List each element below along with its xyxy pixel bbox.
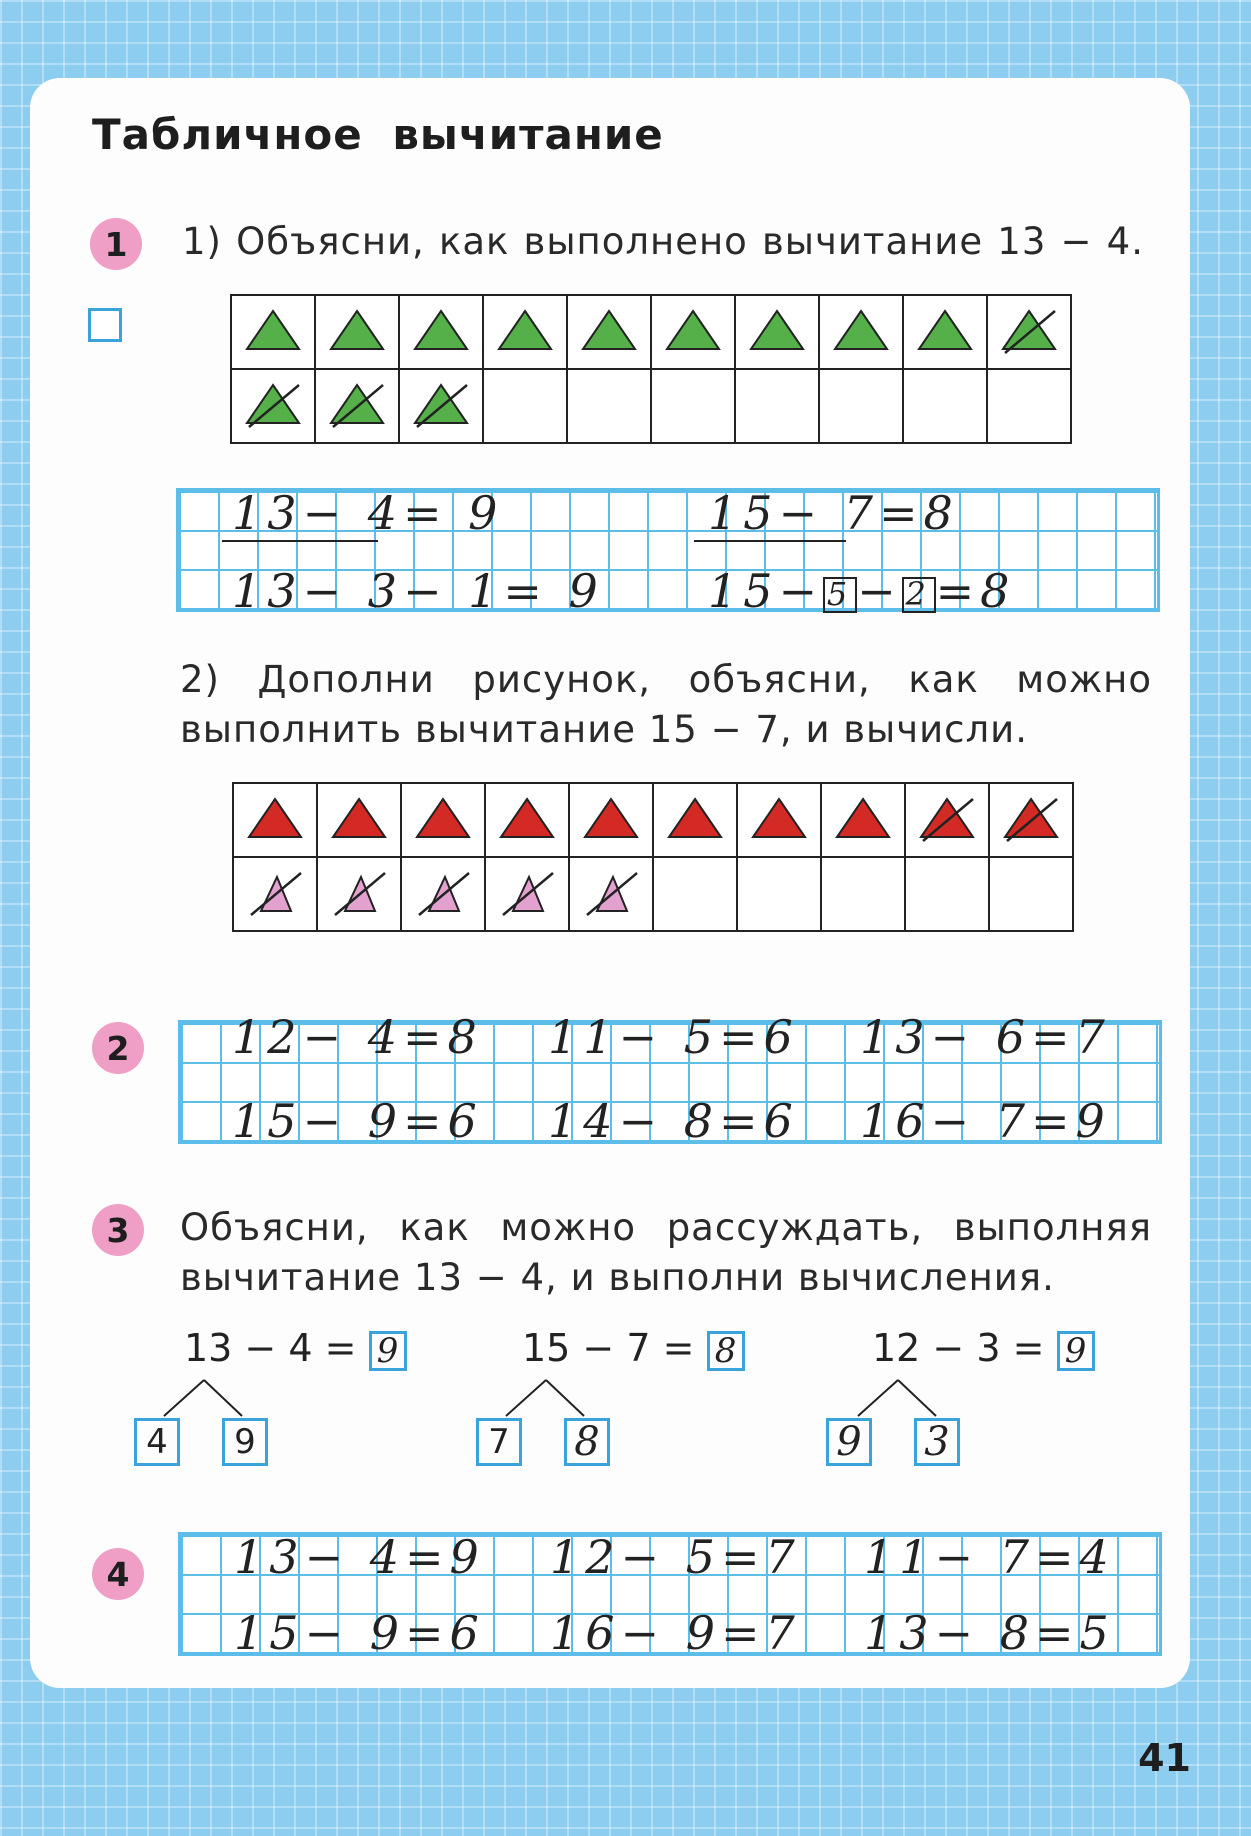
task-2-row-2-eq-3: 16− 7=9 [860,1094,1111,1148]
triangle-icon [327,793,391,843]
triangle-icon [829,305,893,355]
grid-cell [231,295,315,369]
triangle-icon [577,305,641,355]
task-4-badge: 4 [92,1548,144,1600]
crossed-triangle-icon [999,793,1063,843]
task-2-row-1-eq-1: 12− 4=8 [232,1010,483,1064]
task-1-badge: 1 [90,218,142,270]
grid-cell [653,857,737,931]
underline [222,540,378,542]
task-3-expression-3 [872,1326,1095,1371]
equation-2a: 15− 7=8 [708,486,959,540]
task-3-expression-2-text: 15 − 7 = [522,1326,695,1370]
task-3-expression-1-text: 13 − 4 = [184,1326,357,1370]
triangle-icon [831,793,895,843]
grid-cell [737,783,821,857]
grid-cell [903,295,987,369]
grid-cell [569,857,653,931]
task-3-part-3-right[interactable]: 3 [914,1418,960,1466]
task-3-split-lines-3 [852,1378,942,1418]
task-3-part-1-right: 9 [222,1418,268,1466]
equation-2b-box-1: 5 [823,577,857,613]
page-title: Табличное вычитание [92,110,664,159]
task-4-row-1-eq-2: 12− 5=7 [550,1530,801,1584]
equation-2b-suffix: =8 [935,564,1016,618]
task-3-answer-1[interactable]: 9 [369,1331,407,1371]
crossed-triangle-icon [579,867,643,917]
triangle-icon [325,305,389,355]
underline [694,540,846,542]
task-1-part-2-line-2: выполнить вычитание 15 − 7, и вычисли. [180,708,1028,751]
task-2-row-2-eq-2: 14− 8=6 [548,1094,799,1148]
grid-cell [317,783,401,857]
grid-cell [233,783,317,857]
crossed-triangle-icon [997,305,1061,355]
triangle-icon [241,305,305,355]
crossed-triangle-icon [327,867,391,917]
triangle-icon [913,305,977,355]
grid-cell [987,369,1071,443]
task-1-part-1-text: 1) Объясни, как выполнено вычитание 13 − 4. [182,220,1144,263]
task-checkbox[interactable] [88,308,122,342]
task-4-row-2-eq-3: 13− 8=5 [864,1606,1115,1660]
grid-cell [735,295,819,369]
grid-cell [567,369,651,443]
task-3-part-3-left[interactable]: 9 [826,1418,872,1466]
triangle-icon [493,305,557,355]
grid-cell [315,369,399,443]
task-3-badge: 3 [92,1204,144,1256]
task-2-row-1-eq-2: 11− 5=6 [548,1010,799,1064]
crossed-triangle-icon [243,867,307,917]
grid-cell [653,783,737,857]
grid-cell [651,369,735,443]
grid-cell [903,369,987,443]
task-3-answer-2[interactable]: 8 [707,1331,745,1371]
grid-cell [315,295,399,369]
grid-cell [819,369,903,443]
grid-cell [821,783,905,857]
equation-2b-prefix: 15− [708,564,824,618]
grid-cell [737,857,821,931]
crossed-triangle-icon [409,379,473,429]
crossed-triangle-icon [411,867,475,917]
crossed-triangle-icon [915,793,979,843]
grid-cell [819,295,903,369]
grid-cell [483,369,567,443]
grid-cell [401,783,485,857]
task-3-part-2-right[interactable]: 8 [564,1418,610,1466]
crossed-triangle-icon [241,379,305,429]
crossed-triangle-icon [495,867,559,917]
grid-cell [821,857,905,931]
task-2-row-1-eq-3: 13− 6=7 [860,1010,1111,1064]
grid-cell [569,783,653,857]
triangle-icon [243,793,307,843]
task-1-part-2-line-1: 2) Дополни рисунок, объясни, как можно [180,658,1152,701]
task-3-answer-3[interactable]: 9 [1057,1331,1095,1371]
page-number: 41 [1138,1736,1191,1780]
triangle-icon [495,793,559,843]
grid-cell [651,295,735,369]
triangle-icon [747,793,811,843]
grid-cell [989,857,1073,931]
grid-cell [485,857,569,931]
grid-cell [231,369,315,443]
task-4-row-1-eq-1: 13− 4=9 [234,1530,485,1584]
grid-cell [233,857,317,931]
grid-cell [401,857,485,931]
green-triangle-grid [230,294,1072,444]
grid-cell [567,295,651,369]
task-3-expression-3-text: 12 − 3 = [872,1326,1045,1370]
task-2-badge: 2 [92,1022,144,1074]
grid-cell [317,857,401,931]
equation-2b-box-2: 2 [902,577,936,613]
grid-cell [399,369,483,443]
triangle-icon [745,305,809,355]
equation-2b [708,564,1015,618]
task-4-row-1-eq-3: 11− 7=4 [864,1530,1115,1584]
task-4-row-2-eq-2: 16− 9=7 [550,1606,801,1660]
task-3-expression-2 [522,1326,745,1371]
equation-2b-mid: − [857,564,902,618]
grid-cell [989,783,1073,857]
task-3-line-1: Объясни, как можно рассуждать, выполняя [180,1206,1152,1249]
task-3-split-lines-1 [158,1378,248,1418]
triangle-icon [409,305,473,355]
task-4-row-2-eq-1: 15− 9=6 [234,1606,485,1660]
triangle-icon [579,793,643,843]
task-3-part-1-left: 4 [134,1418,180,1466]
task-3-expression-1 [184,1326,407,1371]
grid-cell [735,369,819,443]
crossed-triangle-icon [325,379,389,429]
grid-cell [905,857,989,931]
triangle-icon [663,793,727,843]
grid-cell [987,295,1071,369]
task-3-split-lines-2 [500,1378,590,1418]
equation-1b: 13− 3− 1= 9 [232,564,604,618]
task-3-part-2-left: 7 [476,1418,522,1466]
triangle-icon [661,305,725,355]
grid-cell [485,783,569,857]
grid-cell [483,295,567,369]
red-triangle-grid [232,782,1074,932]
task-2-row-2-eq-1: 15− 9=6 [232,1094,483,1148]
equation-1a: 13− 4= 9 [232,486,504,540]
grid-cell [399,295,483,369]
grid-cell [905,783,989,857]
task-3-line-2: вычитание 13 − 4, и выполни вычисления. [180,1256,1055,1299]
triangle-icon [411,793,475,843]
